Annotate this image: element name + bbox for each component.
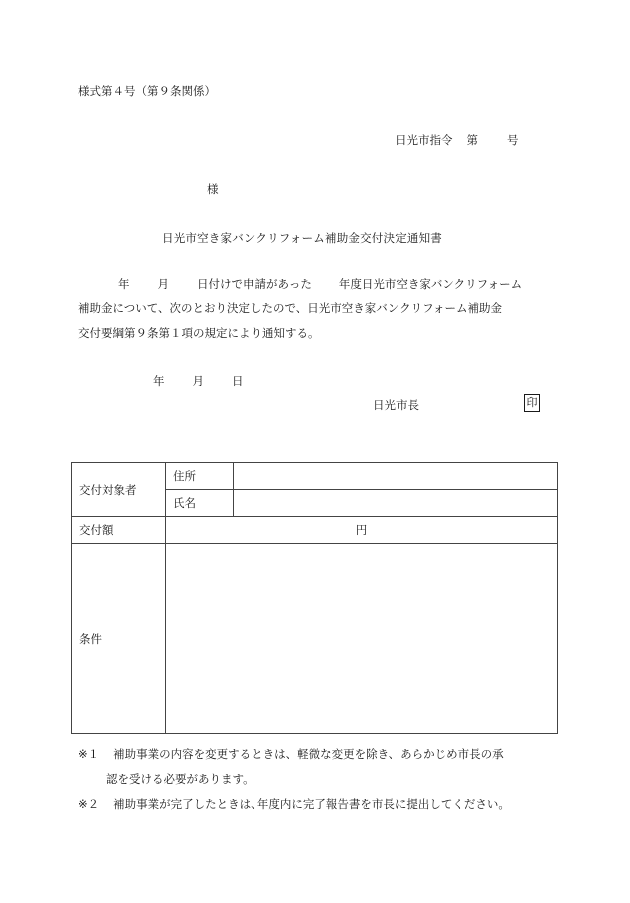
issue-date <box>153 373 244 389</box>
note-2-text: 補助事業が完了したときは､年度内に完了報告書を市長に提出してください。 <box>113 797 510 811</box>
note-1 <box>78 746 504 762</box>
amount-label: 交付額 <box>72 517 166 544</box>
note-1-line1: 補助事業の内容を変更するときは、軽微な変更を除き、あらかじめ市長の承 <box>113 747 504 761</box>
grant-table <box>71 462 558 734</box>
date-tsuki: 月 <box>192 374 204 388</box>
body-line-2: 補助金について、次のとおり決定したので、日光市空き家バンクリフォーム補助金 <box>78 301 503 315</box>
issuer-name: 日光市長 <box>373 398 419 412</box>
body-line1-tail: 年度日光市空き家バンクリフォーム <box>338 277 523 291</box>
name-label: 氏名 <box>166 490 234 517</box>
document-title: 日光市空き家バンクリフォーム補助金交付決定通知書 <box>162 231 442 245</box>
amount-unit: 円 <box>355 523 368 537</box>
notice-dai: 第 <box>466 133 478 147</box>
address-label: 住所 <box>166 463 234 490</box>
body-line-1 <box>78 276 522 292</box>
seal-mark: 印 <box>524 394 540 412</box>
conditions-field[interactable] <box>166 544 558 734</box>
note-2 <box>78 796 510 812</box>
name-field[interactable] <box>234 490 558 517</box>
note-1-mark: ※１ <box>78 747 100 761</box>
recipient-honorific: 様 <box>207 182 219 196</box>
body-line1-rest: 日付けで申請があった <box>197 277 312 291</box>
notice-prefix: 日光市指令 <box>395 133 453 147</box>
address-field[interactable] <box>234 463 558 490</box>
recipient-label: 交付対象者 <box>72 463 166 517</box>
date-nen: 年 <box>153 374 165 388</box>
note-1-continuation: 認を受ける必要があります。 <box>106 772 255 786</box>
amount-field[interactable] <box>166 517 558 544</box>
notice-go: 号 <box>507 133 519 147</box>
form-number: 様式第４号（第９条関係） <box>78 84 216 98</box>
conditions-label: 条件 <box>72 544 166 734</box>
body-tsuki: 月 <box>157 277 169 291</box>
notice-number <box>395 132 519 148</box>
note-2-mark: ※２ <box>78 797 100 811</box>
body-nen: 年 <box>118 277 130 291</box>
date-hi: 日 <box>232 374 244 388</box>
body-line-3: 交付要綱第９条第１項の規定により通知する。 <box>78 326 320 340</box>
